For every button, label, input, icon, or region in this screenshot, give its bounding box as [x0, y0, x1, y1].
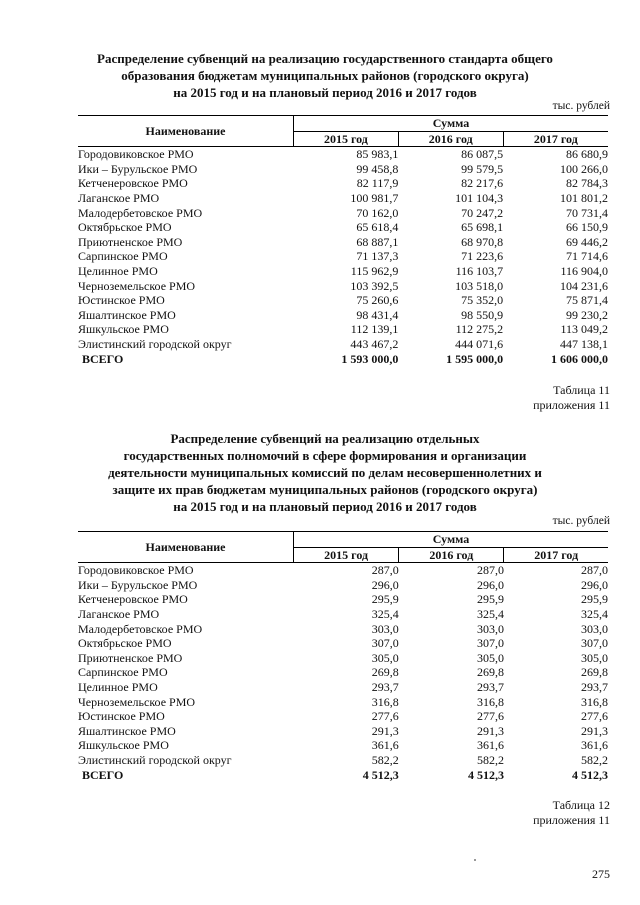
section2-title-line: деятельности муниципальных комиссий по делам несовершеннолетних и [108, 465, 542, 480]
row-value-2016: 86 087,5 [461, 147, 504, 162]
row-value-2015: 115 962,9 [350, 263, 399, 278]
section2-table-body [78, 563, 608, 782]
row-name: Черноземельское РМО [78, 278, 196, 293]
row-value-2015: 100 981,7 [350, 190, 399, 205]
table-row [78, 665, 608, 680]
row-value-2017: 582,2 [581, 752, 608, 767]
table-row [78, 279, 608, 294]
row-value-2015: 443 467,2 [350, 336, 399, 351]
section1-units: тыс. рублей [552, 100, 610, 112]
section1-title-line: на 2015 год и на плановый период 2016 и 2017 годов [173, 85, 477, 100]
section1-title [60, 50, 590, 101]
table-row [78, 592, 608, 607]
table-row [78, 753, 608, 768]
table-row [78, 293, 608, 308]
table-row [78, 249, 608, 264]
table-row [78, 206, 608, 221]
row-name: Лаганское РМО [78, 606, 160, 621]
table-row [78, 337, 608, 352]
table-row [78, 724, 608, 739]
section2-units: тыс. рублей [552, 515, 610, 527]
row-name: Приютненское РМО [78, 234, 183, 249]
row-value-2016: 98 550,9 [461, 307, 504, 322]
row-name: Сарпинское РМО [78, 249, 168, 264]
section2-title-line: государственных полномочий в сфере формирования и организации [123, 448, 527, 463]
row-value-2016: 325,4 [476, 606, 504, 621]
row-value-2016: 303,0 [476, 621, 504, 636]
table-row [78, 191, 608, 206]
row-value-2017: 75 871,4 [566, 293, 608, 308]
row-value-2016: 99 579,5 [461, 161, 504, 176]
table-row [78, 651, 608, 666]
row-value-2015: 85 983,1 [356, 147, 399, 162]
row-value-2015: 287,0 [371, 563, 399, 578]
appendix-label: приложения 11 [533, 813, 610, 827]
table-label: Таблица 12 [552, 798, 610, 812]
row-value-2017: 82 784,3 [566, 176, 608, 191]
row-value-2015: 82 117,9 [356, 176, 399, 191]
header-sum: Сумма [294, 532, 609, 548]
row-name: Элистинский городской округ [78, 752, 232, 767]
row-value-2016: 305,0 [476, 650, 504, 665]
row-value-2016: 295,9 [476, 592, 504, 607]
row-name: Малодербетовское РМО [78, 621, 203, 636]
row-value-2016: 75 352,0 [461, 293, 504, 308]
row-value-2017: 71 714,6 [566, 249, 608, 264]
row-value-2016: 361,6 [476, 738, 504, 753]
row-value-2015: 103 392,5 [350, 278, 399, 293]
row-name: Целинное РМО [78, 263, 158, 278]
row-value-2017: 116 904,0 [560, 263, 608, 278]
row-name: Яшкульское РМО [78, 322, 169, 337]
row-value-2015: 296,0 [371, 577, 399, 592]
row-value-2015: 99 458,8 [356, 161, 399, 176]
row-name: Кетченеровское РМО [78, 592, 188, 607]
row-value-2015: 307,0 [371, 636, 399, 651]
row-value-2017: 325,4 [581, 606, 608, 621]
row-value-2017: 86 680,9 [566, 147, 608, 162]
row-value-2015: 303,0 [371, 621, 399, 636]
header-year-2017: 2017 год [504, 547, 608, 563]
row-value-2016: 82 217,6 [461, 176, 504, 191]
row-value-2017: 69 446,2 [566, 234, 608, 249]
table-row [78, 147, 608, 162]
row-value-2015: 582,2 [371, 752, 399, 767]
row-value-2015: 98 431,4 [356, 307, 399, 322]
row-value-2017: 316,8 [581, 694, 608, 709]
row-value-2017: 293,7 [581, 679, 608, 694]
total-label: ВСЕГО [82, 351, 124, 366]
row-value-2015: 295,9 [371, 592, 399, 607]
row-value-2016: 293,7 [476, 679, 504, 694]
header-year-2015: 2015 год [294, 547, 399, 563]
section2-title-line: на 2015 год и на плановый период 2016 и 2017 годов [173, 499, 477, 514]
table-row [78, 162, 608, 177]
row-value-2016: 444 071,6 [455, 336, 504, 351]
section2-table [78, 531, 608, 782]
row-value-2017: 295,9 [581, 592, 608, 607]
header-name: Наименование [78, 532, 294, 563]
row-value-2016: 116 103,7 [455, 263, 504, 278]
row-name: Юстинское РМО [78, 709, 165, 724]
row-value-2017: 305,0 [581, 650, 608, 665]
section1-title-line: образования бюджетам муниципальных районов (городского округа) [121, 68, 529, 83]
table-row [78, 636, 608, 651]
row-name: Ики – Бурульское РМО [78, 161, 198, 176]
total-value-2016: 1 595 000,0 [446, 351, 504, 366]
row-value-2015: 361,6 [371, 738, 399, 753]
row-value-2015: 316,8 [371, 694, 399, 709]
row-value-2015: 291,3 [371, 723, 399, 738]
section1-title-line: Распределение субвенций на реализацию государственного стандарта общего [97, 51, 553, 66]
page-number: 275 [592, 867, 610, 881]
row-value-2017: 287,0 [581, 563, 608, 578]
row-value-2016: 316,8 [476, 694, 504, 709]
row-name: Кетченеровское РМО [78, 176, 188, 191]
header-name: Наименование [78, 116, 294, 147]
row-value-2017: 447 138,1 [560, 336, 608, 351]
total-value-2017: 4 512,3 [572, 767, 608, 782]
row-name: Малодербетовское РМО [78, 205, 203, 220]
table-row [78, 563, 608, 578]
row-value-2017: 101 801,2 [560, 190, 608, 205]
row-name: Октябрьское РМО [78, 636, 172, 651]
row-value-2017: 104 231,6 [560, 278, 608, 293]
row-value-2017: 66 150,9 [566, 220, 608, 235]
table-row [78, 322, 608, 337]
row-value-2016: 71 223,6 [461, 249, 504, 264]
row-value-2017: 100 266,0 [560, 161, 608, 176]
row-value-2016: 277,6 [476, 709, 504, 724]
row-value-2016: 112 275,2 [455, 322, 504, 337]
row-value-2015: 293,7 [371, 679, 399, 694]
row-value-2015: 325,4 [371, 606, 399, 621]
table-row [78, 607, 608, 622]
table-label: Таблица 11 [553, 383, 610, 397]
table-row [78, 176, 608, 191]
row-name: Черноземельское РМО [78, 694, 196, 709]
section2-title [60, 430, 590, 515]
table-row [78, 680, 608, 695]
row-name: Сарпинское РМО [78, 665, 168, 680]
appendix-label: приложения 11 [533, 398, 610, 412]
total-row [78, 768, 608, 783]
table-row [78, 235, 608, 250]
row-value-2017: 361,6 [581, 738, 608, 753]
row-value-2016: 70 247,2 [461, 205, 504, 220]
row-value-2016: 287,0 [476, 563, 504, 578]
total-row [78, 352, 608, 367]
row-value-2017: 277,6 [581, 709, 608, 724]
row-value-2015: 75 260,6 [356, 293, 399, 308]
total-label: ВСЕГО [82, 767, 124, 782]
table-row [78, 308, 608, 323]
row-value-2017: 113 049,2 [560, 322, 608, 337]
row-name: Элистинский городской округ [78, 336, 232, 351]
row-value-2016: 269,8 [476, 665, 504, 680]
header-year-2016: 2016 год [398, 131, 503, 147]
row-name: Целинное РМО [78, 679, 158, 694]
section1-table-body [78, 147, 608, 366]
table-row [78, 622, 608, 637]
header-sum: Сумма [294, 116, 609, 132]
row-value-2015: 65 618,4 [356, 220, 399, 235]
table11-caption [533, 383, 610, 413]
row-value-2015: 269,8 [371, 665, 399, 680]
row-value-2016: 291,3 [476, 723, 504, 738]
row-name: Городовиковское РМО [78, 147, 194, 162]
row-value-2016: 103 518,0 [455, 278, 504, 293]
row-name: Лаганское РМО [78, 190, 160, 205]
table-row [78, 578, 608, 593]
row-name: Яшалтинское РМО [78, 307, 176, 322]
row-value-2017: 307,0 [581, 636, 608, 651]
header-year-2016: 2016 год [399, 547, 504, 563]
row-name: Октябрьское РМО [78, 220, 172, 235]
row-value-2015: 68 887,1 [356, 234, 399, 249]
row-value-2016: 101 104,3 [455, 190, 504, 205]
row-value-2017: 296,0 [581, 577, 608, 592]
table-row [78, 264, 608, 279]
section1-table [78, 115, 608, 366]
total-value-2015: 4 512,3 [362, 767, 399, 782]
row-value-2015: 112 139,1 [350, 322, 399, 337]
row-value-2015: 70 162,0 [356, 205, 399, 220]
row-name: Яшкульское РМО [78, 738, 169, 753]
table-row [78, 220, 608, 235]
table-row [78, 738, 608, 753]
table12-caption [533, 798, 610, 828]
row-value-2017: 99 230,2 [566, 307, 608, 322]
row-name: Приютненское РМО [78, 650, 183, 665]
section2-title-line: защите их прав бюджетам муниципальных районов (городского округа) [112, 482, 538, 497]
row-value-2015: 71 137,3 [356, 249, 399, 264]
row-value-2017: 303,0 [581, 621, 608, 636]
total-value-2015: 1 593 000,0 [341, 351, 399, 366]
scan-speck [474, 859, 476, 861]
row-value-2016: 68 970,8 [461, 234, 504, 249]
table-row [78, 709, 608, 724]
row-value-2016: 65 698,1 [461, 220, 504, 235]
row-value-2017: 291,3 [581, 723, 608, 738]
row-value-2015: 305,0 [371, 650, 399, 665]
total-value-2016: 4 512,3 [467, 767, 504, 782]
row-name: Ики – Бурульское РМО [78, 577, 198, 592]
table-row [78, 695, 608, 710]
row-name: Городовиковское РМО [78, 563, 194, 578]
section2-title-line: Распределение субвенций на реализацию отдельных [170, 431, 480, 446]
total-value-2017: 1 606 000,0 [551, 351, 608, 366]
row-value-2017: 269,8 [581, 665, 608, 680]
row-value-2017: 70 731,4 [566, 205, 608, 220]
header-year-2017: 2017 год [503, 131, 608, 147]
row-value-2015: 277,6 [371, 709, 399, 724]
row-name: Яшалтинское РМО [78, 723, 176, 738]
row-value-2016: 307,0 [476, 636, 504, 651]
row-value-2016: 296,0 [476, 577, 504, 592]
row-value-2016: 582,2 [476, 752, 504, 767]
header-year-2015: 2015 год [294, 131, 399, 147]
row-name: Юстинское РМО [78, 293, 165, 308]
